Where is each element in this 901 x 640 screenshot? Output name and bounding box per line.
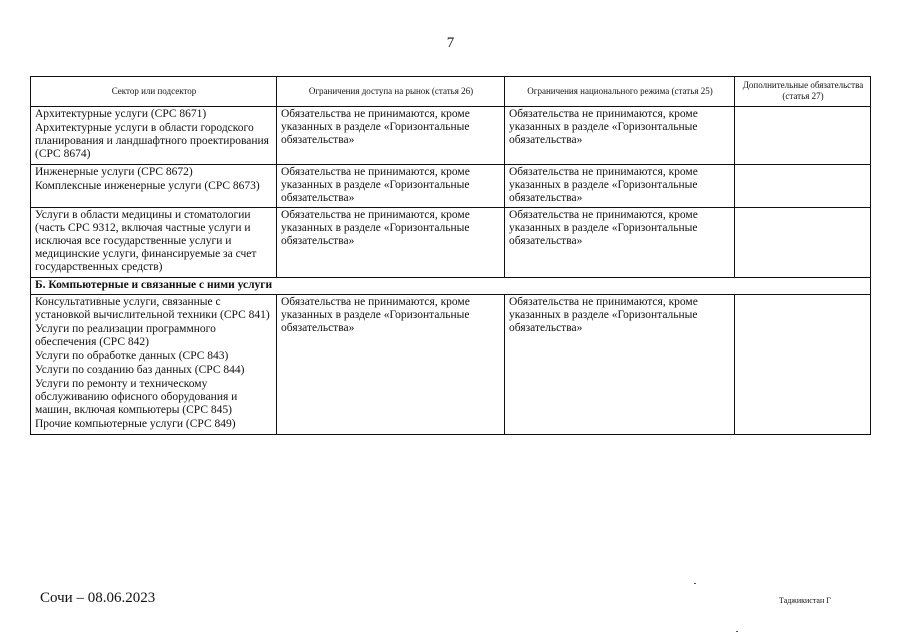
national-treatment-cell: Обязательства не принимаются, кроме указанных в разделе «Горизонтальные обязательства» <box>505 208 735 278</box>
sector-cell <box>31 295 277 435</box>
sector-entry: Комплексные инженерные услуги (СРС 8673) <box>35 180 260 192</box>
section-b-title: Б. Компьютерные и связанные с ними услуги <box>31 278 871 295</box>
market-access-cell: Обязательства не принимаются, кроме указанных в разделе «Горизонтальные обязательства» <box>277 107 505 165</box>
footer-place-date: Сочи – 08.06.2023 <box>40 590 156 606</box>
header-additional-commitments: Дополнительные обязательства (статья 27) <box>735 77 871 107</box>
additional-cell <box>735 208 871 278</box>
table-header-row <box>31 77 871 107</box>
sector-cell <box>31 165 277 208</box>
sector-entry: Услуги по обработке данных (СРС 843) <box>35 350 229 362</box>
sector-entry: Инженерные услуги (СРС 8672) <box>35 166 193 178</box>
scan-speck <box>694 583 696 584</box>
national-treatment-cell: Обязательства не принимаются, кроме указанных в разделе «Горизонтальные обязательства» <box>505 107 735 165</box>
additional-cell <box>735 107 871 165</box>
commitments-table <box>30 76 871 435</box>
sector-entry: Услуги в области медицины и стоматологии (часть СРС 9312, включая частные услуги и исключая все государственные услуги и медицинские услуги, финансируемые за счет государственных средств) <box>35 209 257 273</box>
additional-cell <box>735 295 871 435</box>
sector-cell <box>31 208 277 278</box>
table-row <box>31 165 871 208</box>
market-access-cell: Обязательства не принимаются, кроме указанных в разделе «Горизонтальные обязательства» <box>277 165 505 208</box>
header-sector: Сектор или подсектор <box>31 77 277 107</box>
header-national-treatment: Ограничения национального режима (статья 25) <box>505 77 735 107</box>
market-access-cell: Обязательства не принимаются, кроме указанных в разделе «Горизонтальные обязательства» <box>277 295 505 435</box>
national-treatment-cell: Обязательства не принимаются, кроме указанных в разделе «Горизонтальные обязательства» <box>505 295 735 435</box>
table-row <box>31 107 871 165</box>
sector-cell <box>31 107 277 165</box>
section-heading-row <box>31 278 871 295</box>
sector-entry: Прочие компьютерные услуги (СРС 849) <box>35 418 236 430</box>
page-number: 7 <box>446 35 455 51</box>
footer-country-mark: Таджикистан Г <box>779 596 831 605</box>
header-market-access: Ограничения доступа на рынок (статья 26) <box>277 77 505 107</box>
additional-cell <box>735 165 871 208</box>
table-row <box>31 208 871 278</box>
sector-entry: Архитектурные услуги в области городского планирования и ландшафтного проектирования (СРС 8674) <box>35 122 269 160</box>
sector-entry: Услуги по реализации программного обеспечения (СРС 842) <box>35 323 216 348</box>
market-access-cell: Обязательства не принимаются, кроме указанных в разделе «Горизонтальные обязательства» <box>277 208 505 278</box>
sector-entry: Услуги по созданию баз данных (СРС 844) <box>35 364 245 376</box>
sector-entry: Услуги по ремонту и техническому обслуживанию офисного оборудования и машин, включая компьютеры (СРС 845) <box>35 378 238 416</box>
sector-entry: Архитектурные услуги (СРС 8671) <box>35 108 207 120</box>
table-row <box>31 295 871 435</box>
scan-speck <box>736 631 738 632</box>
national-treatment-cell: Обязательства не принимаются, кроме указанных в разделе «Горизонтальные обязательства» <box>505 165 735 208</box>
sector-entry: Консультативные услуги, связанные с установкой вычислительной техники (СРС 841) <box>35 296 270 321</box>
